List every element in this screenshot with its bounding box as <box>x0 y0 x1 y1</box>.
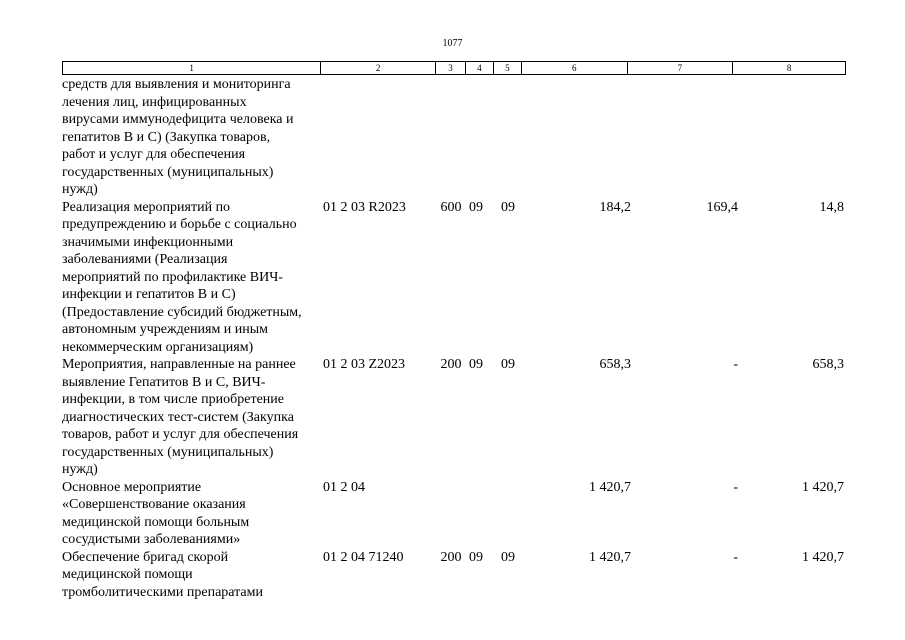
row-col-5: 09 <box>501 199 515 215</box>
row-value-7: - <box>733 479 738 495</box>
row-value-7: - <box>733 549 738 565</box>
header-col-7: 7 <box>628 62 734 74</box>
table-body <box>62 76 846 601</box>
row-code: 01 2 03 Z2023 <box>323 357 406 372</box>
page-number: 1077 <box>442 38 463 49</box>
row-value-8: 1 420,7 <box>802 549 844 565</box>
header-col-6: 6 <box>522 62 628 74</box>
row-description: Обеспечение бригад скорой медицинской помощи тромболитическими препаратами <box>62 549 263 600</box>
header-col-8: 8 <box>786 63 792 73</box>
row-value-7: - <box>733 357 738 372</box>
row-value-6: 184,2 <box>599 199 631 215</box>
row-col-5: 09 <box>501 357 515 372</box>
row-col-3: 200 <box>440 549 462 565</box>
row-code: 01 2 04 <box>323 479 365 495</box>
table-row <box>62 549 846 602</box>
header-col-5: 5 <box>494 62 522 74</box>
row-col-5: 09 <box>501 549 515 565</box>
row-value-8: 1 420,7 <box>802 479 844 495</box>
row-value-8: 14,8 <box>819 199 844 215</box>
header-col-1: 1 <box>63 62 321 74</box>
header-col-4: 4 <box>466 62 494 74</box>
row-value-7: 169,4 <box>706 199 738 215</box>
row-description: Основное мероприятие «Совершенствование оказания медицинской помощи больным сосудистыми заболеваниями» <box>62 479 250 547</box>
row-col-4: 09 <box>469 357 483 372</box>
row-col-3: 200 <box>440 357 462 372</box>
row-value-6: 1 420,7 <box>589 479 631 495</box>
row-value-8: 658,3 <box>812 357 844 372</box>
table-row <box>62 356 846 479</box>
row-col-4: 09 <box>469 199 483 215</box>
row-value-6: 658,3 <box>599 357 631 372</box>
row-value-6: 1 420,7 <box>589 549 631 565</box>
row-col-3: 600 <box>440 199 462 215</box>
table-header <box>62 61 846 75</box>
row-col-4: 09 <box>469 549 483 565</box>
header-col-2: 2 <box>321 62 436 74</box>
row-description: Реализация мероприятий по предупреждению и борьбе с социально значимыми инфекционными заболеваниями (Реализация мероприятий по профилактике ВИЧ- инфекции и гепатитов В и С) (Предоставление субсидий бюджетным, автономным учреждениям и иным некоммерческим организациям) <box>62 199 302 355</box>
table-row <box>62 199 846 357</box>
header-col-3: 3 <box>436 62 466 74</box>
row-code: 01 2 03 R2023 <box>323 199 406 215</box>
table-row <box>62 76 846 199</box>
table-row <box>62 479 846 549</box>
row-description: средств для выявления и мониторинга лечения лиц, инфицированных вирусами иммунодефицита человека и гепатитов В и С) (Закупка товаров, работ и услуг для обеспечения государственных (муниципальных) нужд) <box>62 77 294 197</box>
row-description: Мероприятия, направленные на раннее выявление Гепатитов В и С, ВИЧ- инфекции, в том числе приобретение диагностических тест-систем (Закупка товаров, работ и услуг для обеспечения государственных (муниципальных) нужд) <box>62 357 299 477</box>
row-code: 01 2 04 71240 <box>323 549 404 565</box>
